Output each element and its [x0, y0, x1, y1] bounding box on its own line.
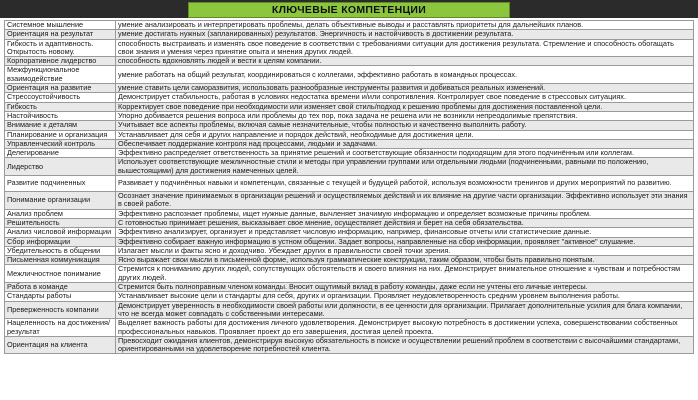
competency-name: Настойчивость: [5, 111, 116, 120]
competency-name: Развитие подчиненных: [5, 176, 116, 192]
competency-name: Стандарты работы: [5, 292, 116, 301]
table-row: [5, 218, 694, 227]
competency-description: Устанавливает высокие цели и стандарты для себя, других и организации. Проявляет неудовлетворенность средним уровнем выполнения работы.: [116, 292, 694, 301]
competency-name: Убедительность в общении: [5, 246, 116, 255]
competency-description: Стремится быть полноправным членом команды. Вносит ощутимый вклад в работу команды, даже если не учтены его личные интересы.: [116, 283, 694, 292]
competency-name: Работа в команде: [5, 283, 116, 292]
competency-description: способность выстраивать и изменять свое поведение в соответствии с требованиями ситуации для достижения результата. Стремление и способность обогащать свои знания и умения через принятие опыта и мнения других людей.: [116, 39, 694, 57]
table-row: [5, 21, 694, 30]
table-row: [5, 158, 694, 176]
table-row: [5, 139, 694, 148]
competency-description: С готовностью принимает решения, высказывает свое мнение, осуществляет действия и берет на себя обязательства.: [116, 218, 694, 227]
table-row: [5, 66, 694, 84]
table-row: [5, 209, 694, 218]
competency-description: умение достигать нужных (запланированных) результатов. Энергичность и настойчивость в достижении результата.: [116, 30, 694, 39]
competency-description: Эффективно распознает проблемы, ищет нужные данные, вычленяет значимую информацию и определяет возможные причины проблем.: [116, 209, 694, 218]
competency-description: Учитывает все аспекты проблемы, включая самые незначительные, чтобы полностью и качественно выполнить работу.: [116, 121, 694, 130]
table-row: [5, 246, 694, 255]
competency-name: Корпоративное лидерство: [5, 57, 116, 66]
competencies-table: [4, 20, 694, 354]
competency-name: Письменная коммуникация: [5, 256, 116, 265]
competency-description: Развивает у подчинённых навыки и компетенции, связанные с текущей и будущей работой, используя возможности тренингов и других мероприятий по развитию.: [116, 176, 694, 192]
competency-name: Преверженность компании: [5, 301, 116, 319]
competency-description: Устанавливает для себя и других направление и порядок действий, необходимые для достижения цели.: [116, 130, 694, 139]
table-row: [5, 265, 694, 283]
competency-description: Выделяет важность работы для достижения личного удовлетворения. Демонстрирует высокую потребность в достижении успеха, совершенствовании собственных профессиональных навыков. Проявляет проект до его завершения, достигая целей проекта.: [116, 319, 694, 337]
competency-name: Гибкость и адаптивность. Открытость новому.: [5, 39, 116, 57]
competency-description: Использует соответствующие межличностные стили и методы при управлении группами или отдельными людьми (подчиненными, равными по положению, вышестоящими) для достижения намеченных целей.: [116, 158, 694, 176]
competency-description: Корректирует свое поведение при необходимости или изменяет свой стиль/подход к решению проблемы для достижения поставленной цели.: [116, 102, 694, 111]
competency-description: умение работать на общий результат, координироваться с коллегами, эффективно работать в командных процессах.: [116, 66, 694, 84]
table-row: [5, 130, 694, 139]
table-row: [5, 237, 694, 246]
competency-name: Делегирование: [5, 149, 116, 158]
table-row: [5, 283, 694, 292]
competency-name: Лидерство: [5, 158, 116, 176]
competency-name: Понимание организации: [5, 192, 116, 210]
competency-name: Системное мышление: [5, 21, 116, 30]
table-row: [5, 39, 694, 57]
table-row: [5, 111, 694, 120]
competency-description: Осознает значение принимаемых в организации решений и осуществляемых действий и их влияние на другие части организации. Эффективно использует эти знания в своей работе.: [116, 192, 694, 210]
competency-name: Сбор информации: [5, 237, 116, 246]
competency-name: Планирование и организация: [5, 130, 116, 139]
table-row: [5, 57, 694, 66]
competency-name: Межфункциональное взаимодействие: [5, 66, 116, 84]
competency-description: Излагает мысли и факты ясно и доходчиво. Убеждает других в правильности своей точки зрения.: [116, 246, 694, 255]
competency-description: способность вдохновлять людей и вести к целям компании.: [116, 57, 694, 66]
competency-name: Анализ проблем: [5, 209, 116, 218]
competency-description: Демонстрирует уверенность в необходимости своей работы или должности, в ее ценности для организации. Прилагает дополнительные усилия для блага компании, что не всегда может совпадать с собственными интересами.: [116, 301, 694, 319]
competency-name: Анализ числовой информации: [5, 228, 116, 237]
competency-description: умение анализировать и интерпретировать проблемы, делать объективные выводы и расставлять приоритеты для дальнейших планов.: [116, 21, 694, 30]
competencies-table-body: [5, 21, 694, 354]
competency-name: Управленческий контроль: [5, 139, 116, 148]
header-bar: [0, 0, 698, 18]
competency-description: Упорно добивается решения вопроса или проблемы до тех пор, пока задача не решена или не возникли непреодолимые препятствия.: [116, 111, 694, 120]
table-row: [5, 30, 694, 39]
competency-name: Гибкость: [5, 102, 116, 111]
competency-name: Межличностное понимание: [5, 265, 116, 283]
page-title: КЛЮЧЕВЫЕ КОМПЕТЕНЦИИ: [188, 2, 510, 18]
competency-description: Демонстрирует стабильность, работая в условиях недостатка времени и/или сопротивления. Контролирует свое поведение в стрессовых ситуациях.: [116, 93, 694, 102]
table-row: [5, 121, 694, 130]
table-row: [5, 336, 694, 354]
competency-description: умение ставить цели саморазвития, использовать разнообразные инструменты развития и добиваться реальных изменений.: [116, 84, 694, 93]
table-row: [5, 84, 694, 93]
table-row: [5, 319, 694, 337]
table-row: [5, 292, 694, 301]
competency-name: Внимание к деталям: [5, 121, 116, 130]
table-row: [5, 192, 694, 210]
table-row: [5, 93, 694, 102]
competency-description: Обеспечивает поддержание контроля над процессами, людьми и задачами.: [116, 139, 694, 148]
table-row: [5, 256, 694, 265]
competency-description: Ясно выражает свои мысли в письменной форме, используя грамматические конструкции, таким образом, чтобы быть правильно понятым.: [116, 256, 694, 265]
competency-name: Ориентация на клиента: [5, 336, 116, 354]
competency-description: Эффективно распределяет ответственность за принятие решений и соответствующие обязанности подходящим для этого подчинённым или коллегам.: [116, 149, 694, 158]
competency-description: Стремится к пониманию других людей, сопутствующих обстоятельств и своего влияния на них. Демонстрирует внимательное отношение к чувствам и потребностям других людей.: [116, 265, 694, 283]
competency-description: Эффективно анализирует, организует и представляет числовую информацию, например, финансовые отчеты или статистические данные.: [116, 228, 694, 237]
table-row: [5, 301, 694, 319]
competency-description: Превосходит ожидания клиентов, демонстрируя высокую обязательность в поиске и осуществлении решений проблем в соответствии с высочайшими стандартами, ориентированными на удовлетворение потребностей клиента.: [116, 336, 694, 354]
competency-description: Эффективно собирает важную информацию в устном общении. Задает вопросы, направленные на сбор информации, проявляет "активное" слушание.: [116, 237, 694, 246]
table-row: [5, 176, 694, 192]
table-row: [5, 228, 694, 237]
competency-name: Нацеленность на достижения/результат: [5, 319, 116, 337]
competency-name: Ориентация на результат: [5, 30, 116, 39]
competency-name: Решительность: [5, 218, 116, 227]
competency-name: Ориентация на развитие: [5, 84, 116, 93]
table-row: [5, 102, 694, 111]
table-row: [5, 149, 694, 158]
competency-name: Стрессоустойчивость: [5, 93, 116, 102]
